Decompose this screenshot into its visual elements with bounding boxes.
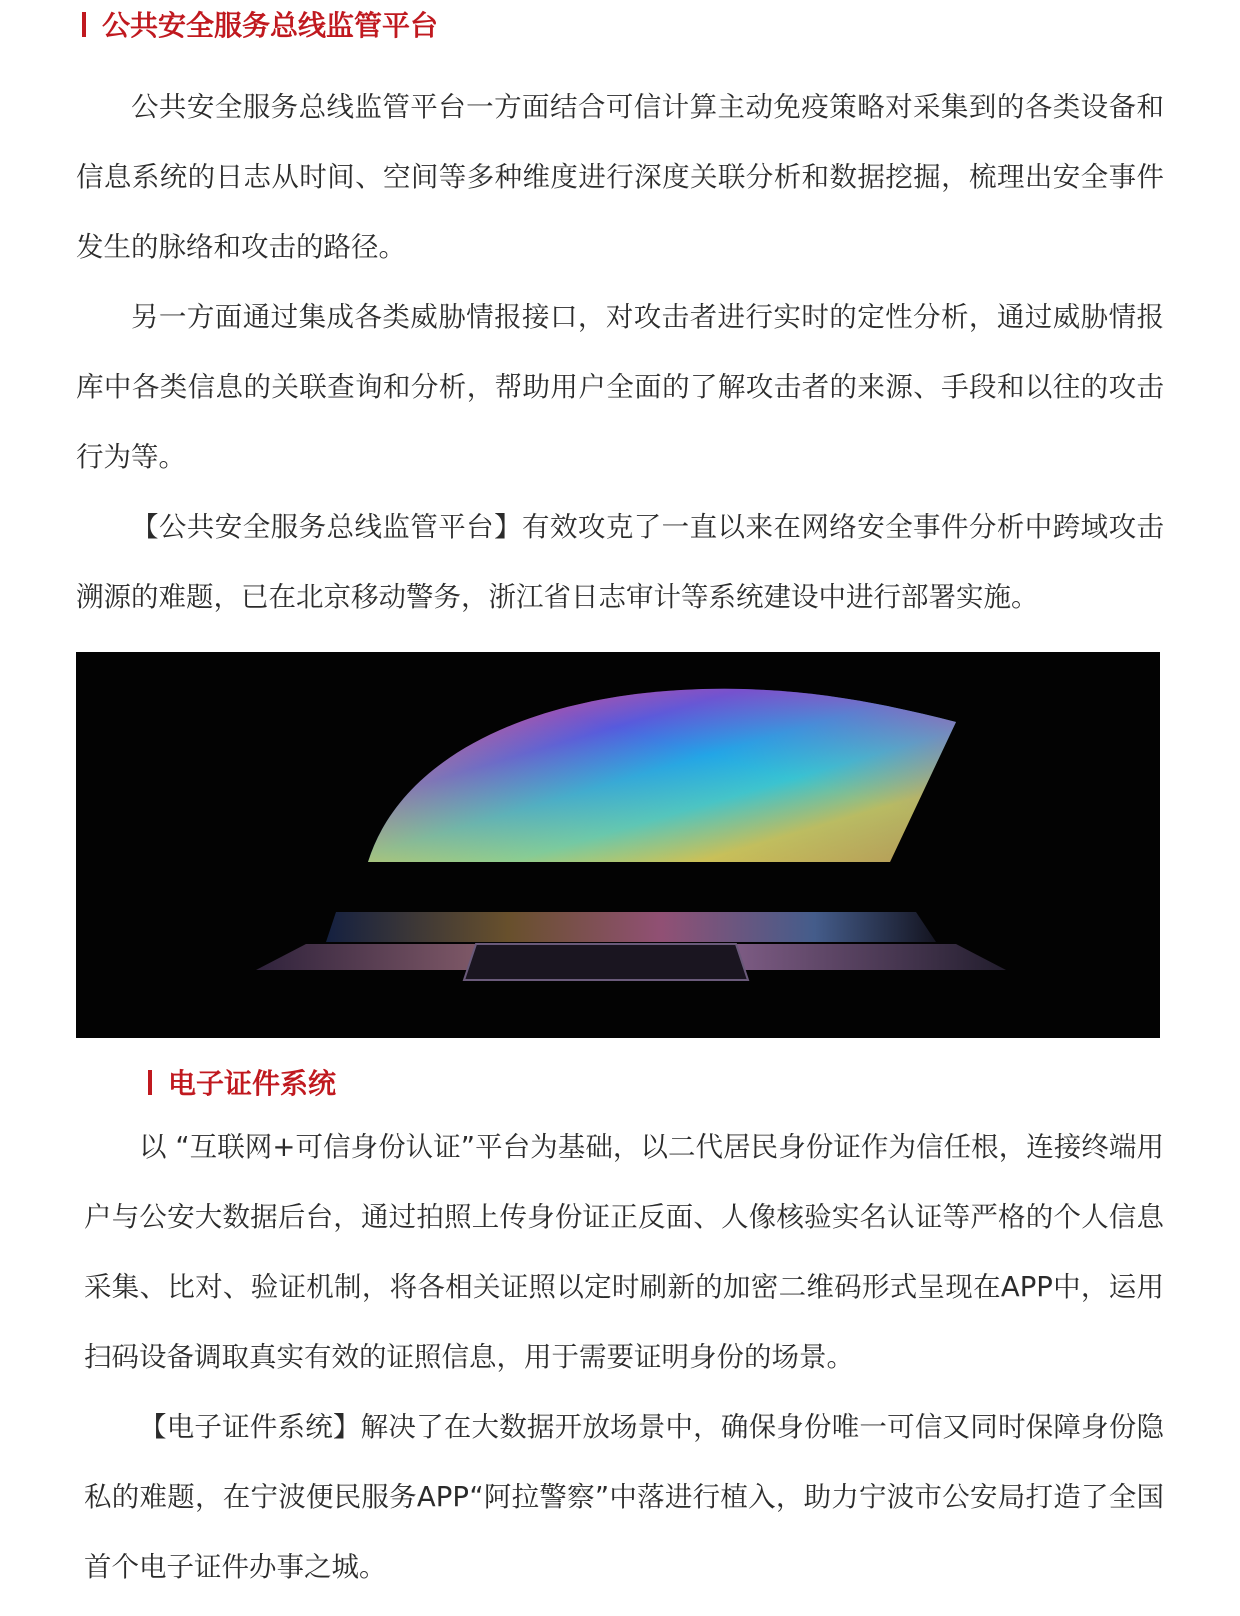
- heading-text: 电子证件系统: [168, 1067, 337, 1100]
- laptop-photo: [76, 652, 1160, 1038]
- heading-marker: [148, 1070, 152, 1095]
- paragraph: 另一方面通过集成各类威胁情报接口，对攻击者进行实时的定性分析，通过威胁情报库中各类信息的关联查询和分析，帮助用户全面的了解攻击者的来源、手段和以往的攻击行为等。: [76, 301, 1164, 473]
- paragraph: 公共安全服务总线监管平台一方面结合可信计算主动免疫策略对采集到的各类设备和信息系统的日志从时间、空间等多种维度进行深度关联分析和数据挖掘，梳理出安全事件发生的脉络和攻击的路径。: [76, 91, 1164, 263]
- paragraph: 以 “互联网+可信身份认证”平台为基础，以二代居民身份证作为信任根，连接终端用户与公安大数据后台，通过拍照上传身份证正反面、人像核验实名认证等严格的个人信息采集、比对、验证机制，将各相关证照以定时刷新的加密二维码形式呈现在APP中，运用扫码设备调取真实有效的证照信息，用于需要证明身份的场景。: [84, 1131, 1164, 1373]
- section-heading-bus-platform: [82, 4, 438, 44]
- heading-marker: [82, 12, 86, 37]
- paragraph: 【电子证件系统】解决了在大数据开放场景中，确保身份唯一可信又同时保障身份隐私的难题，在宁波便民服务APP“阿拉警察”中落进行植入，助力宁波市公安局打造了全国首个电子证件办事之城。: [84, 1411, 1164, 1583]
- paragraph: 【公共安全服务总线监管平台】有效攻克了一直以来在网络安全事件分析中跨域攻击溯源的难题，已在北京移动警务，浙江省日志审计等系统建设中进行部署实施。: [76, 511, 1164, 613]
- section-heading-e-certificate: [148, 1062, 336, 1102]
- heading-text: 公共安全服务总线监管平台: [102, 9, 439, 42]
- section-e-certificate: [84, 1112, 1164, 1602]
- section-bus-platform: [76, 72, 1164, 632]
